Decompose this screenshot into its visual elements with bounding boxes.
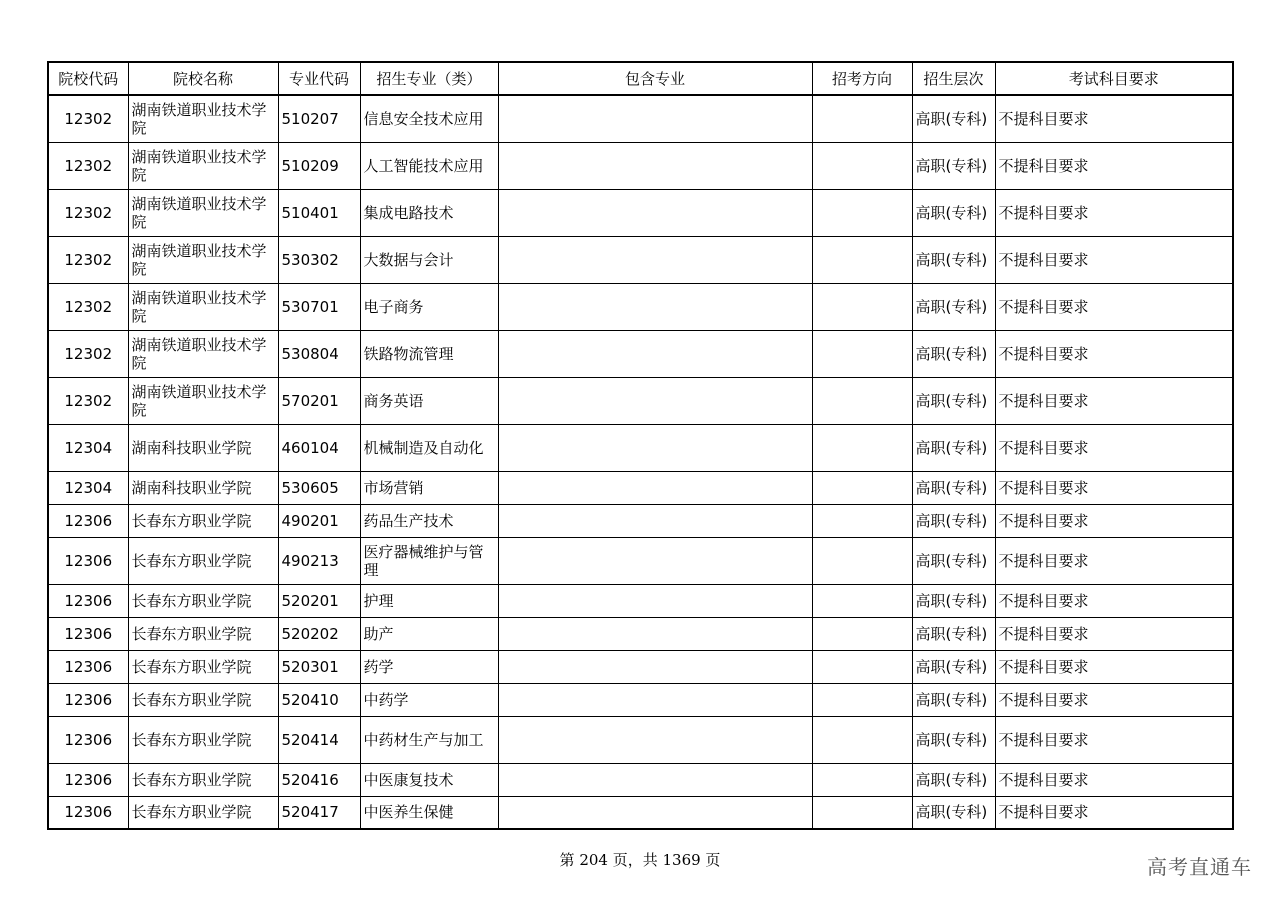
cell-level: 高职(专科)	[912, 796, 995, 829]
cell-requirement: 不提科目要求	[995, 683, 1233, 716]
cell-major-code: 510209	[278, 142, 360, 189]
cell-school-code: 12306	[48, 796, 128, 829]
cell-requirement: 不提科目要求	[995, 377, 1233, 424]
cell-major-name: 铁路物流管理	[360, 330, 498, 377]
cell-level: 高职(专科)	[912, 330, 995, 377]
cell-level: 高职(专科)	[912, 763, 995, 796]
table-row	[48, 142, 1233, 189]
cell-major-code: 520202	[278, 617, 360, 650]
admissions-table	[47, 61, 1234, 830]
cell-major-name: 市场营销	[360, 471, 498, 504]
cell-included-majors	[498, 504, 812, 537]
table-row	[48, 683, 1233, 716]
cell-level: 高职(专科)	[912, 584, 995, 617]
cell-school-name: 湖南铁道职业技术学院	[128, 283, 278, 330]
cell-major-name: 人工智能技术应用	[360, 142, 498, 189]
table-row	[48, 504, 1233, 537]
cell-school-name: 长春东方职业学院	[128, 504, 278, 537]
cell-school-name: 长春东方职业学院	[128, 716, 278, 763]
header-school-code: 院校代码	[48, 62, 128, 95]
cell-major-code: 520416	[278, 763, 360, 796]
cell-major-code: 530605	[278, 471, 360, 504]
cell-level: 高职(专科)	[912, 471, 995, 504]
cell-included-majors	[498, 283, 812, 330]
cell-direction	[812, 617, 912, 650]
cell-direction	[812, 584, 912, 617]
cell-direction	[812, 471, 912, 504]
header-included-majors: 包含专业	[498, 62, 812, 95]
cell-direction	[812, 330, 912, 377]
cell-school-code: 12304	[48, 471, 128, 504]
cell-level: 高职(专科)	[912, 617, 995, 650]
cell-requirement: 不提科目要求	[995, 537, 1233, 584]
cell-direction	[812, 377, 912, 424]
cell-major-code: 520301	[278, 650, 360, 683]
cell-major-name: 中药学	[360, 683, 498, 716]
cell-included-majors	[498, 537, 812, 584]
cell-direction	[812, 683, 912, 716]
cell-included-majors	[498, 650, 812, 683]
cell-requirement: 不提科目要求	[995, 236, 1233, 283]
cell-direction	[812, 504, 912, 537]
cell-major-code: 520410	[278, 683, 360, 716]
cell-direction	[812, 189, 912, 236]
watermark-text: 高考直通车	[1147, 855, 1252, 879]
cell-level: 高职(专科)	[912, 537, 995, 584]
cell-direction	[812, 650, 912, 683]
cell-major-code: 530701	[278, 283, 360, 330]
cell-major-name: 医疗器械维护与管理	[360, 537, 498, 584]
cell-major-code: 510401	[278, 189, 360, 236]
table-row	[48, 330, 1233, 377]
cell-school-name: 长春东方职业学院	[128, 650, 278, 683]
cell-included-majors	[498, 424, 812, 471]
cell-included-majors	[498, 683, 812, 716]
cell-major-name: 商务英语	[360, 377, 498, 424]
cell-school-code: 12306	[48, 716, 128, 763]
cell-school-code: 12306	[48, 504, 128, 537]
cell-level: 高职(专科)	[912, 683, 995, 716]
cell-school-name: 长春东方职业学院	[128, 537, 278, 584]
cell-included-majors	[498, 189, 812, 236]
cell-direction	[812, 796, 912, 829]
cell-major-code: 520414	[278, 716, 360, 763]
cell-school-name: 湖南铁道职业技术学院	[128, 377, 278, 424]
cell-major-name: 药学	[360, 650, 498, 683]
cell-school-name: 湖南铁道职业技术学院	[128, 95, 278, 142]
cell-requirement: 不提科目要求	[995, 763, 1233, 796]
table-row	[48, 236, 1233, 283]
cell-included-majors	[498, 617, 812, 650]
cell-school-name: 湖南铁道职业技术学院	[128, 236, 278, 283]
cell-direction	[812, 95, 912, 142]
cell-school-name: 湖南科技职业学院	[128, 424, 278, 471]
cell-school-name: 长春东方职业学院	[128, 683, 278, 716]
cell-direction	[812, 537, 912, 584]
cell-major-code: 520417	[278, 796, 360, 829]
cell-direction	[812, 763, 912, 796]
cell-school-code: 12306	[48, 683, 128, 716]
cell-requirement: 不提科目要求	[995, 424, 1233, 471]
cell-school-name: 湖南科技职业学院	[128, 471, 278, 504]
cell-requirement: 不提科目要求	[995, 796, 1233, 829]
cell-major-name: 助产	[360, 617, 498, 650]
cell-included-majors	[498, 142, 812, 189]
table-row	[48, 283, 1233, 330]
cell-direction	[812, 236, 912, 283]
cell-requirement: 不提科目要求	[995, 142, 1233, 189]
cell-included-majors	[498, 95, 812, 142]
table-row	[48, 537, 1233, 584]
cell-level: 高职(专科)	[912, 95, 995, 142]
cell-requirement: 不提科目要求	[995, 189, 1233, 236]
table-row	[48, 377, 1233, 424]
cell-requirement: 不提科目要求	[995, 504, 1233, 537]
cell-school-name: 长春东方职业学院	[128, 796, 278, 829]
header-requirement: 考试科目要求	[995, 62, 1233, 95]
table-row	[48, 471, 1233, 504]
cell-major-name: 集成电路技术	[360, 189, 498, 236]
table-row	[48, 189, 1233, 236]
cell-direction	[812, 716, 912, 763]
cell-school-code: 12302	[48, 236, 128, 283]
cell-level: 高职(专科)	[912, 283, 995, 330]
cell-requirement: 不提科目要求	[995, 330, 1233, 377]
cell-direction	[812, 142, 912, 189]
cell-major-name: 机械制造及自动化	[360, 424, 498, 471]
cell-school-code: 12302	[48, 283, 128, 330]
cell-direction	[812, 424, 912, 471]
cell-major-code: 510207	[278, 95, 360, 142]
table-row	[48, 796, 1233, 829]
header-major-code: 专业代码	[278, 62, 360, 95]
cell-major-code: 530804	[278, 330, 360, 377]
header-level: 招生层次	[912, 62, 995, 95]
table-row	[48, 763, 1233, 796]
cell-included-majors	[498, 377, 812, 424]
cell-major-code: 530302	[278, 236, 360, 283]
cell-school-name: 长春东方职业学院	[128, 617, 278, 650]
cell-requirement: 不提科目要求	[995, 584, 1233, 617]
cell-major-name: 电子商务	[360, 283, 498, 330]
cell-level: 高职(专科)	[912, 650, 995, 683]
cell-school-name: 长春东方职业学院	[128, 763, 278, 796]
cell-included-majors	[498, 584, 812, 617]
cell-included-majors	[498, 716, 812, 763]
cell-included-majors	[498, 763, 812, 796]
header-row	[48, 62, 1233, 95]
table-row	[48, 716, 1233, 763]
cell-level: 高职(专科)	[912, 716, 995, 763]
cell-included-majors	[498, 471, 812, 504]
cell-school-name: 湖南铁道职业技术学院	[128, 330, 278, 377]
header-major-name: 招生专业（类）	[360, 62, 498, 95]
cell-major-name: 中医养生保健	[360, 796, 498, 829]
table-row	[48, 95, 1233, 142]
cell-school-code: 12306	[48, 763, 128, 796]
cell-major-code: 490201	[278, 504, 360, 537]
cell-major-code: 490213	[278, 537, 360, 584]
cell-requirement: 不提科目要求	[995, 617, 1233, 650]
cell-level: 高职(专科)	[912, 142, 995, 189]
cell-major-code: 570201	[278, 377, 360, 424]
cell-school-code: 12302	[48, 377, 128, 424]
cell-major-code: 460104	[278, 424, 360, 471]
cell-requirement: 不提科目要求	[995, 650, 1233, 683]
cell-school-code: 12306	[48, 584, 128, 617]
table-row	[48, 617, 1233, 650]
cell-school-code: 12306	[48, 650, 128, 683]
cell-major-name: 药品生产技术	[360, 504, 498, 537]
cell-level: 高职(专科)	[912, 236, 995, 283]
cell-major-code: 520201	[278, 584, 360, 617]
cell-level: 高职(专科)	[912, 377, 995, 424]
cell-major-name: 中医康复技术	[360, 763, 498, 796]
cell-school-code: 12302	[48, 95, 128, 142]
cell-requirement: 不提科目要求	[995, 471, 1233, 504]
header-direction: 招考方向	[812, 62, 912, 95]
cell-major-name: 护理	[360, 584, 498, 617]
cell-school-code: 12302	[48, 330, 128, 377]
cell-school-code: 12306	[48, 617, 128, 650]
table-row	[48, 584, 1233, 617]
cell-school-code: 12302	[48, 142, 128, 189]
table-body	[48, 95, 1233, 829]
cell-requirement: 不提科目要求	[995, 283, 1233, 330]
table-row	[48, 424, 1233, 471]
cell-included-majors	[498, 796, 812, 829]
header-school-name: 院校名称	[128, 62, 278, 95]
cell-included-majors	[498, 236, 812, 283]
cell-school-name: 湖南铁道职业技术学院	[128, 142, 278, 189]
page-number: 第 204 页，共 1369 页	[559, 851, 721, 869]
cell-level: 高职(专科)	[912, 504, 995, 537]
table-row	[48, 650, 1233, 683]
cell-school-name: 湖南铁道职业技术学院	[128, 189, 278, 236]
cell-level: 高职(专科)	[912, 424, 995, 471]
cell-school-code: 12306	[48, 537, 128, 584]
cell-school-code: 12304	[48, 424, 128, 471]
cell-major-name: 信息安全技术应用	[360, 95, 498, 142]
cell-major-name: 大数据与会计	[360, 236, 498, 283]
cell-major-name: 中药材生产与加工	[360, 716, 498, 763]
cell-school-code: 12302	[48, 189, 128, 236]
cell-direction	[812, 283, 912, 330]
cell-requirement: 不提科目要求	[995, 95, 1233, 142]
cell-requirement: 不提科目要求	[995, 716, 1233, 763]
cell-included-majors	[498, 330, 812, 377]
cell-level: 高职(专科)	[912, 189, 995, 236]
cell-school-name: 长春东方职业学院	[128, 584, 278, 617]
